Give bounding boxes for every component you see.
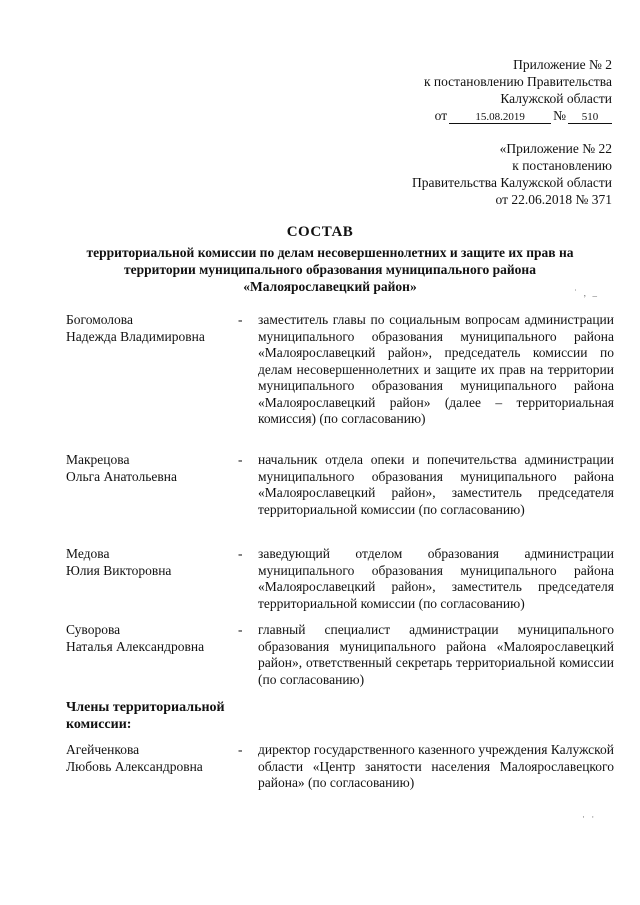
dash-separator: - bbox=[238, 742, 243, 757]
scan-mark: ˙ ‚ _ bbox=[574, 288, 599, 298]
annex-region: Калужской области bbox=[500, 91, 612, 106]
member-name bbox=[66, 312, 231, 345]
member-position: директор государственного казенного учреждения Калужской области «Центр занятости населения Малоярославецкого района» (по согласованию) bbox=[258, 742, 614, 790]
dash-separator: - bbox=[238, 546, 243, 561]
document-title: СОСТАВ bbox=[286, 224, 354, 240]
member-given-name: Юлия Викторовна bbox=[66, 562, 172, 578]
member-position: главный специалист администрации муниципального образования муниципального района «Малоярославецкий район», ответственный секретарь территориальной комиссии (по согласованию) bbox=[258, 622, 614, 687]
member-surname: Суворова bbox=[66, 622, 121, 637]
member-position: заместитель главы по социальным вопросам администрации муниципального образования муниципального района «Малоярославецкий район», председатель комиссии по делам несовершеннолетних и защите их прав на территории муниципального образования муниципального района «Малоярославецкий район» (далее – территориальная комиссия) (по согласованию) bbox=[258, 312, 614, 426]
subtitle-line-3: «Малоярославецкий район» bbox=[243, 279, 417, 294]
member-surname: Медова bbox=[66, 546, 110, 561]
member-given-name: Любовь Александровна bbox=[66, 758, 203, 774]
annex-decree-ref: к постановлению Правительства bbox=[423, 74, 612, 89]
ref-government: Правительства Калужской области bbox=[411, 175, 612, 190]
ref-annex-number: «Приложение № 22 bbox=[499, 141, 612, 156]
dash-separator: - bbox=[238, 622, 243, 637]
scan-mark: · · bbox=[582, 812, 597, 822]
member-surname: Богомолова bbox=[66, 312, 133, 327]
member-given-name: Надежда Владимировна bbox=[66, 328, 205, 344]
subtitle-line-2: территории муниципального образования муниципального района bbox=[124, 262, 536, 277]
document-subtitle bbox=[60, 244, 600, 295]
member-surname: Агейченкова bbox=[66, 742, 140, 757]
annex-header bbox=[424, 56, 612, 124]
dash-separator: - bbox=[238, 312, 243, 327]
annex-reference bbox=[412, 140, 612, 208]
member-name bbox=[66, 742, 231, 775]
ref-date: от 22.06.2018 № 371 bbox=[495, 192, 612, 207]
member-position: заведующий отделом образования администрации муниципального образования муниципального района «Малоярославецкий район», заместитель председателя территориальной комиссии (по согласованию) bbox=[258, 546, 614, 611]
subtitle-line-1: территориальной комиссии по делам несовершеннолетних и защите их прав на bbox=[86, 245, 574, 260]
annex-number: Приложение № 2 bbox=[513, 57, 612, 72]
member-given-name: Наталья Александровна bbox=[66, 638, 205, 654]
member-surname: Макрецова bbox=[66, 452, 130, 467]
dash-separator: - bbox=[238, 452, 243, 467]
annex-date-row bbox=[424, 107, 612, 124]
member-position: начальник отдела опеки и попечительства администрации муниципального образования муниципального района «Малоярославецкий район», заместитель председателя территориальной комиссии (по согласованию) bbox=[258, 452, 614, 517]
member-given-name: Ольга Анатольевна bbox=[66, 468, 177, 484]
number-label: № bbox=[553, 108, 566, 123]
member-name bbox=[66, 452, 231, 485]
section-members-title: Члены территориальной комиссии: bbox=[66, 700, 225, 732]
member-name bbox=[66, 546, 231, 579]
decree-date: 15.08.2019 bbox=[449, 111, 551, 124]
member-name bbox=[66, 622, 231, 655]
decree-number: 510 bbox=[568, 111, 612, 124]
ref-decree: к постановлению bbox=[512, 158, 612, 173]
date-prefix: от bbox=[434, 108, 448, 123]
